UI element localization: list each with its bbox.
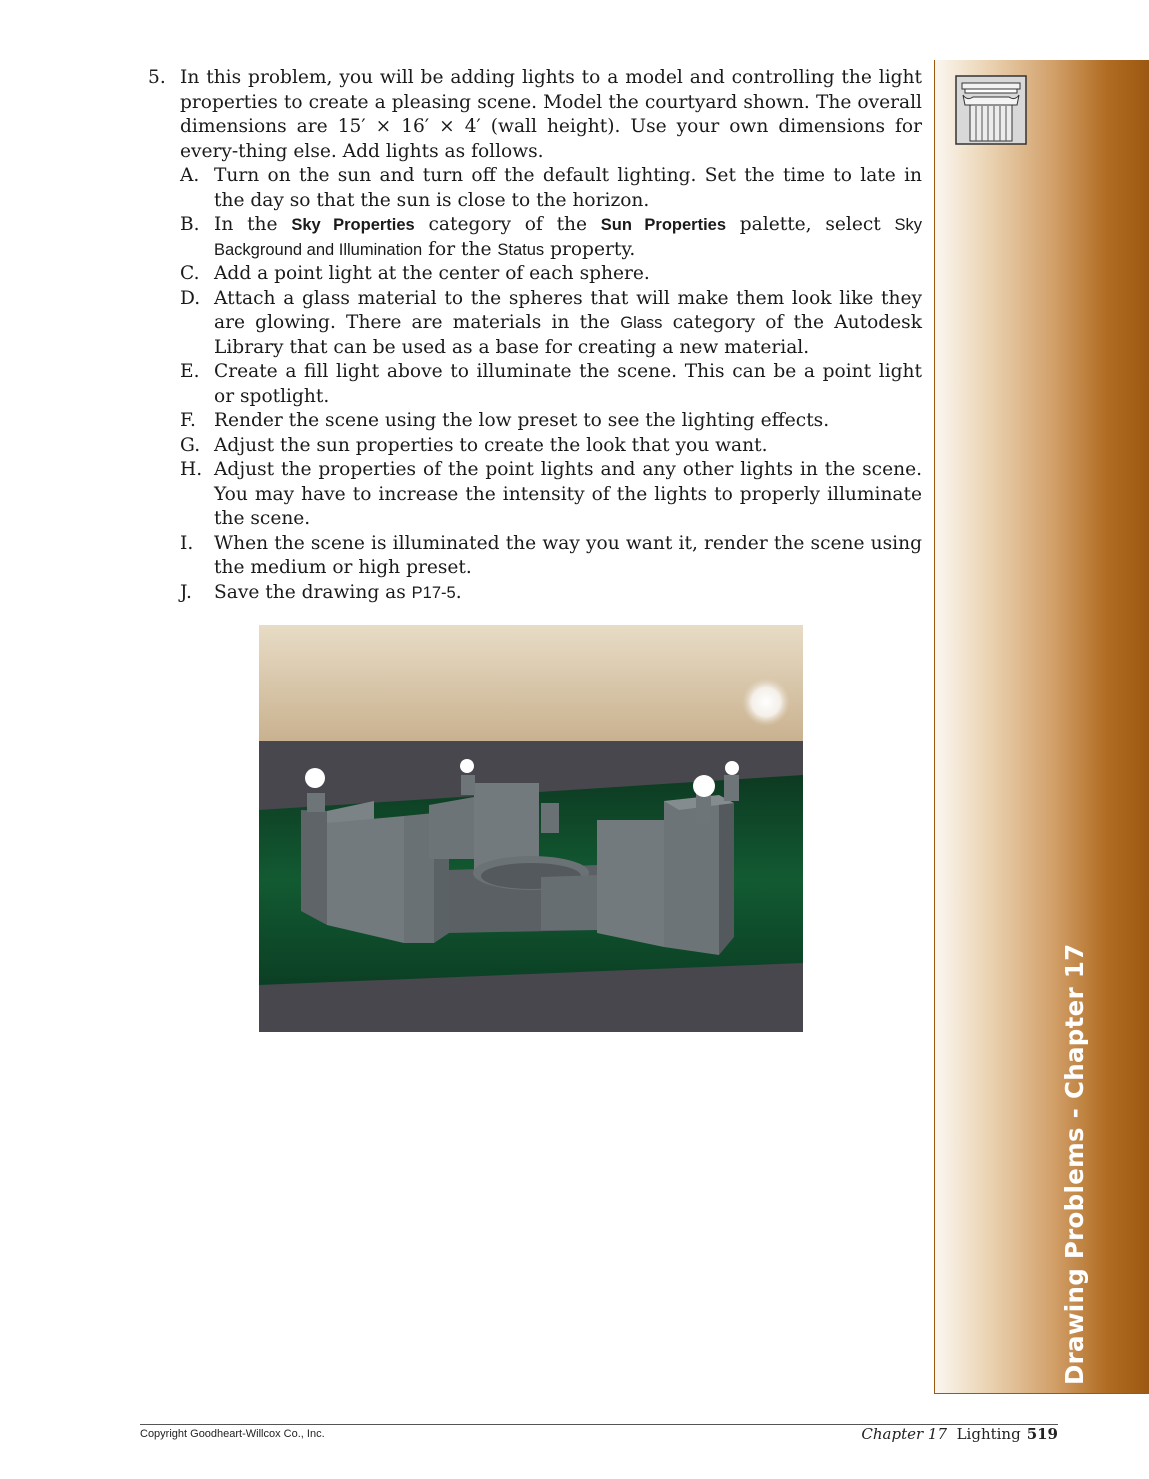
footer-chapter: Chapter 17 [861,1425,948,1443]
glowing-sphere [460,759,474,773]
step-h [180,458,922,532]
step-c [180,262,922,287]
step-text: Render the scene using the low preset to see the lighting effects. [214,410,830,431]
problem-text: In this problem, you will be adding lights to a model and controlling the light properties to create a pleasing scene. Model the courtyard shown. The overall dimensions are 15′ × 16′ × 4′ (wall height). Use your own dimensions for every-thing else. Add lights as follows. [180,67,922,162]
step-text: Adjust the properties of the point lights and any other lights in the scene. You may have to increase the intensity of the lights to properly illuminate the scene. [214,459,922,529]
step-text: Add a point light at the center of each sphere. [214,263,650,284]
glass-term: Glass [620,314,663,332]
step-f [180,409,922,434]
running-footer [861,1425,1058,1443]
sidebar-chapter-title: Drawing Problems - Chapter 17 [1060,943,1089,1385]
step-j [180,581,922,606]
step-b [180,213,922,262]
problem-number: 5. [148,67,166,88]
step-text: In the Sky Properties category of the Sun Properties palette, select Sky Background and Illumination for the Status property. [214,214,923,260]
step-text: When the scene is illuminated the way you want it, render the scene using the medium or high preset. [214,532,922,578]
step-g [180,434,922,459]
step-label: E. [180,361,200,382]
glowing-sphere [725,761,739,775]
step-list [180,164,922,605]
problem-content [148,66,922,605]
step-e [180,360,922,409]
step-label: D. [180,287,201,309]
sky-properties-term: Sky Properties [291,216,415,234]
step-text: Turn on the sun and turn off the default lighting. Set the time to late in the day so that the sun is close to the horizon. [214,165,922,211]
problem-5 [148,66,922,164]
step-label: F. [180,410,196,431]
sun-properties-term: Sun Properties [600,216,727,234]
courtyard-render-image [259,625,803,1032]
step-text: Create a fill light above to illuminate the scene. This can be a point light or spotlight. [214,361,922,407]
step-label: A. [180,165,200,186]
step-i [180,532,922,581]
step-d [180,287,922,361]
filename-term: P17-5 [411,583,456,602]
sky [259,625,803,745]
step-text: Save the drawing as P17-5. [214,581,462,603]
step-label: I. [180,532,194,554]
copyright-notice: Copyright Goodheart-Willcox Co., Inc. [140,1428,325,1440]
step-label: H. [180,459,203,480]
step-a [180,164,922,213]
page-number: 519 [1026,1425,1058,1443]
footer-section: Lighting [956,1425,1021,1443]
glowing-sphere [693,775,715,797]
step-label: C. [180,263,200,284]
step-label: J. [180,581,192,603]
step-text: Attach a glass material to the spheres that will make them look like they are glowing. There are materials in the Glass category of the Autodesk Library that can be used as a base for creating a new material. [214,287,922,358]
status-term: Status [497,240,545,259]
sun-icon [742,678,790,726]
column-icon [955,75,1027,145]
step-label: G. [180,434,201,456]
step-label: B. [180,214,200,235]
sky-option-term: Sky Background and Illumination [214,216,923,259]
glowing-sphere [305,768,325,788]
step-text: Adjust the sun properties to create the look that you want. [214,434,768,456]
chapter-sidebar [934,60,1149,1394]
